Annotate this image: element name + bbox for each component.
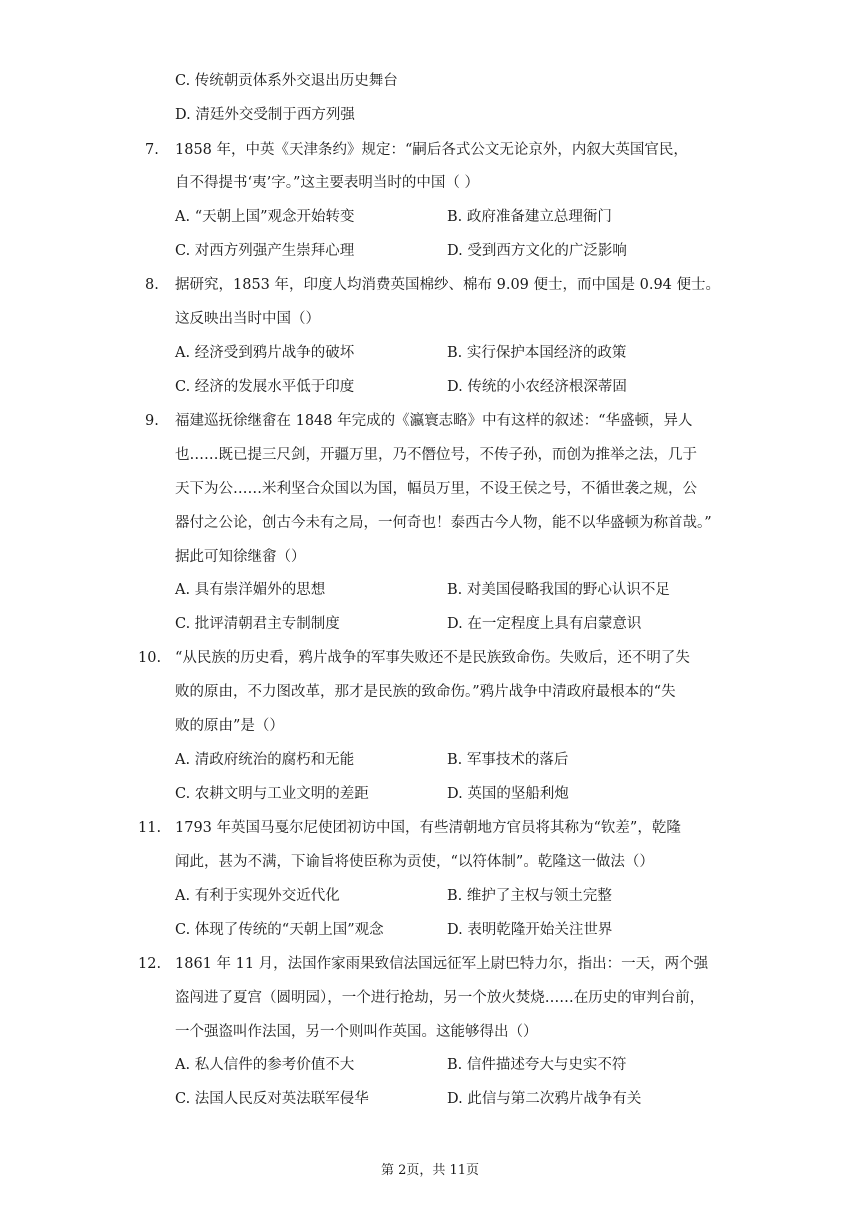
q7-number: 7. [145,142,159,158]
q9-option-d: D. 在一定程度上具有启蒙意识 [447,616,642,632]
q10-option-b: B. 军事技术的落后 [447,752,569,768]
q10-option-d: D. 英国的坚船利炮 [447,786,569,802]
q7-stem-line-1: 1858 年，中英《天津条约》规定：“嗣后各式公文无论京外，内叙大英国官民， [175,142,688,158]
q11-number: 11. [138,820,162,836]
q10-number: 10. [138,650,162,666]
q12-stem-line-3: 一个强盗叫作法国，另一个则叫作英国。这能够得出（） [175,1024,538,1040]
q9-option-b: B. 对美国侵略我国的野心认识不足 [447,582,670,598]
q10-stem-line-2: 败的原由，不力图改革，那才是民族的致命伤。”鸦片战争中清政府最根本的“失 [175,684,676,700]
q12-stem-line-1: 1861 年 11 月，法国作家雨果致信法国远征军上尉巴特力尔，指出：一天，两个强 [175,956,709,972]
q8-option-a: A. 经济受到鸦片战争的破坏 [175,345,355,361]
q9-option-c: C. 批评清朝君主专制制度 [175,616,340,632]
q8-number: 8. [145,277,159,293]
q8-option-b: B. 实行保护本国经济的政策 [447,345,627,361]
q10-option-c: C. 农耕文明与工业文明的差距 [175,786,369,802]
q8-option-c: C. 经济的发展水平低于印度 [175,379,355,395]
q10-stem-line-1: “从民族的历史看，鸦片战争的军事失败还不是民族致命伤。失败后，还不明了失 [175,650,690,666]
q7-stem-line-2: 自不得提书‘夷’字。”这主要表明当时的中国（ ） [175,175,479,191]
q9-stem-line-3: 天下为公……米利坚合众国以为国，幅员万里，不设王侯之号，不循世袭之规，公 [175,481,697,497]
page-number-footer: 第 2页，共 11页 [380,1163,480,1178]
q12-stem-line-2: 盗闯进了夏宫（圆明园），一个进行抢劫，另一个放火焚烧……在历史的审判台前， [175,990,705,1006]
q12-option-d: D. 此信与第二次鸦片战争有关 [447,1091,642,1107]
q11-option-d: D. 表明乾隆开始关注世界 [447,922,613,938]
q7-option-b: B. 政府准备建立总理衙门 [447,209,612,225]
q9-stem-line-5: 据此可知徐继畲（） [175,549,306,565]
q7-option-a: A. “天朝上国”观念开始转变 [175,209,355,225]
q11-stem-line-1: 1793 年英国马戛尔尼使团初访中国，有些清朝地方官员将其称为“钦差”，乾隆 [175,820,681,836]
q9-stem-line-4: 器付之公论，创古今未有之局，一何奇也！泰西古今人物，能不以华盛顿为称首哉。” [175,515,712,531]
q10-stem-line-3: 败的原由”是（） [175,718,284,734]
q6-option-d: D. 清廷外交受制于西方列强 [175,107,355,123]
q10-option-a: A. 清政府统治的腐朽和无能 [175,752,355,768]
q8-stem-line-2: 这反映出当时中国（） [175,311,320,327]
q12-option-b: B. 信件描述夸大与史实不符 [447,1057,627,1073]
q11-option-b: B. 维护了主权与领土完整 [447,888,612,904]
q11-option-a: A. 有利于实现外交近代化 [175,888,340,904]
q6-option-c: C. 传统朝贡体系外交退出历史舞台 [175,73,398,89]
q9-number: 9. [145,413,159,429]
q12-number: 12. [138,956,162,972]
q8-option-d: D. 传统的小农经济根深蒂固 [447,379,627,395]
q12-option-a: A. 私人信件的参考价值不大 [175,1057,355,1073]
q8-stem-line-1: 据研究，1853 年，印度人均消费英国棉纱、棉布 9.09 便士，而中国是 0.94 便士。 [175,277,721,293]
q12-option-c: C. 法国人民反对英法联军侵华 [175,1091,369,1107]
q9-stem-line-2: 也……既已提三尺剑，开疆万里，乃不僭位号，不传子孙，而创为推举之法，几于 [175,447,697,463]
q11-stem-line-2: 闻此，甚为不满，下谕旨将使臣称为贡使，“以符体制”。乾隆这一做法（） [175,854,654,870]
q9-stem-line-1: 福建巡抚徐继畲在 1848 年完成的《瀛寰志略》中有这样的叙述：“华盛顿，异人 [175,413,693,429]
q7-option-c: C. 对西方列强产生崇拜心理 [175,243,355,259]
q11-option-c: C. 体现了传统的“天朝上国”观念 [175,922,384,938]
q9-option-a: A. 具有崇洋媚外的思想 [175,582,326,598]
q7-option-d: D. 受到西方文化的广泛影响 [447,243,627,259]
